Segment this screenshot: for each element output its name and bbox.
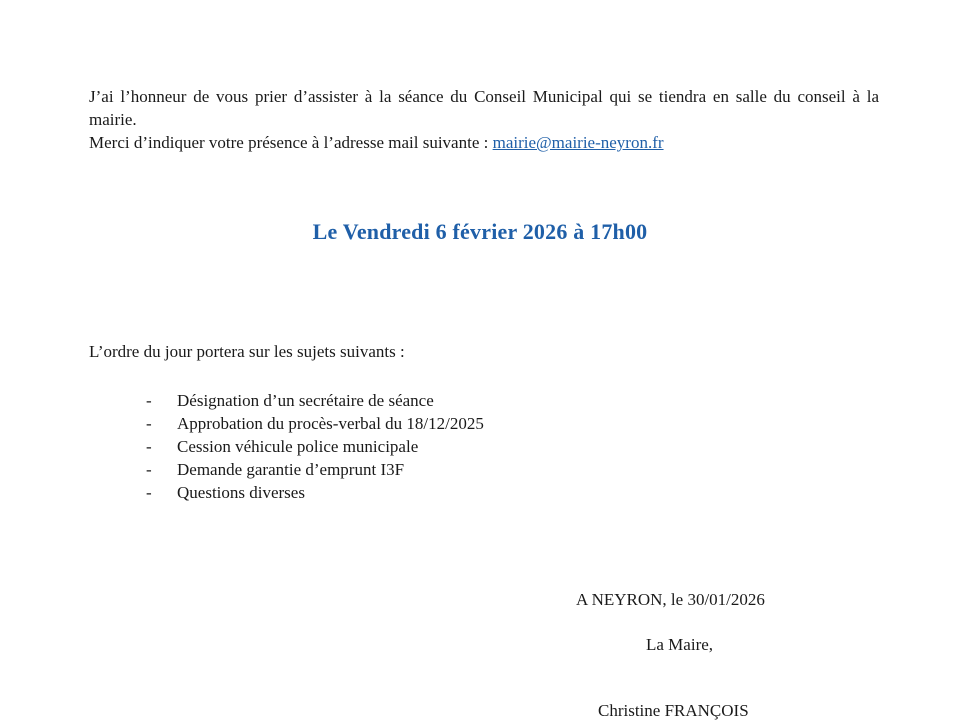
signer-role: La Maire,: [646, 635, 714, 654]
agenda-item-text: Cession véhicule police municipale: [177, 437, 419, 456]
invitation-text: J’ai l’honneur de vous prier d’assister à la séance du Conseil Municipal qui se tiendra en salle du conseil à la mairie.: [89, 87, 879, 129]
agenda-list: [146, 389, 484, 504]
agenda-item: [146, 435, 484, 458]
agenda-item: [146, 458, 484, 481]
bullet-dash: -: [146, 391, 152, 410]
email-link[interactable]: mairie@mairie-neyron.fr: [492, 133, 664, 152]
meeting-date-heading: Le Vendredi 6 février 2026 à 17h00: [312, 219, 648, 244]
agenda-item: [146, 481, 484, 504]
bullet-dash: -: [146, 460, 152, 479]
agenda-item-text: Approbation du procès-verbal du 18/12/2025: [177, 414, 484, 433]
agenda-item-text: Demande garantie d’emprunt I3F: [177, 460, 405, 479]
bullet-dash: -: [146, 437, 152, 456]
agenda-intro: L’ordre du jour portera sur les sujets suivants :: [89, 342, 405, 361]
bullet-dash: -: [146, 483, 152, 502]
agenda-item: [146, 389, 484, 412]
place-and-date: A NEYRON, le 30/01/2026: [576, 590, 765, 609]
attendance-request: [89, 131, 879, 154]
agenda-item-text: Désignation d’un secrétaire de séance: [177, 391, 434, 410]
agenda-item: [146, 412, 484, 435]
intro-paragraph: [89, 85, 879, 154]
attendance-request-text: Merci d’indiquer votre présence à l’adresse mail suivante :: [89, 133, 493, 152]
signer-name: Christine FRANÇOIS: [598, 701, 749, 720]
agenda-item-text: Questions diverses: [177, 483, 305, 502]
bullet-dash: -: [146, 414, 152, 433]
